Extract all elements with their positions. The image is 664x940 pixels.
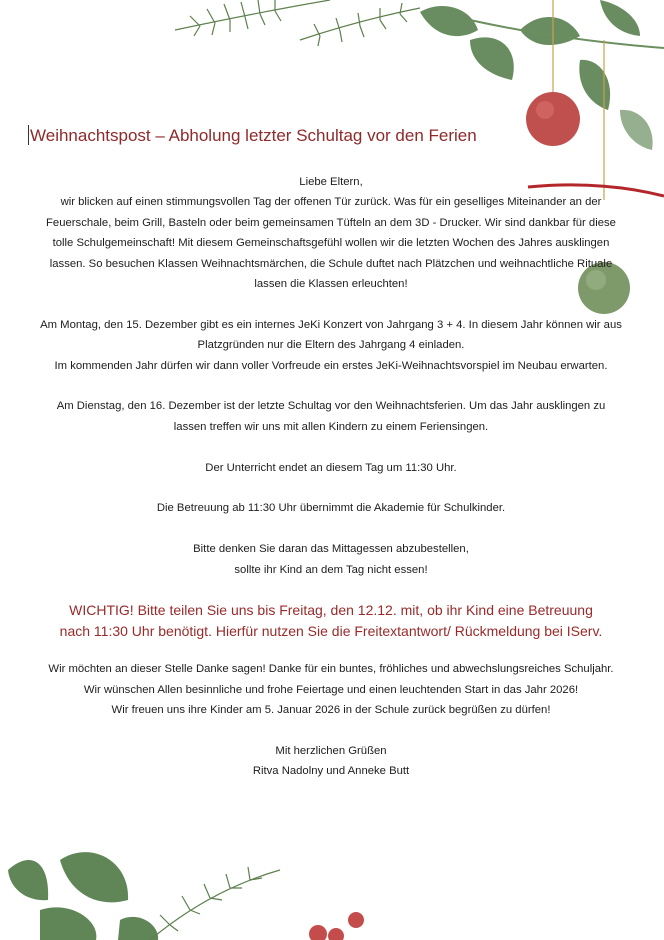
intro-line: wir blicken auf einen stimmungsvollen Tag der offenen Tür zurück. Was für ein geselliges Miteinander an der	[60, 196, 602, 209]
monday-line: Platzgründen nur die Eltern des Jahrgang 4 einladen.	[197, 339, 465, 352]
care-paragraph: Die Betreuung ab 11:30 Uhr übernimmt die Akademie für Schulkinder.	[156, 502, 506, 515]
thanks-paragraph	[18, 659, 644, 720]
tuesday-paragraph	[18, 396, 644, 437]
monday-line: Im kommenden Jahr dürfen wir dann voller Vorfreude ein erstes JeKi-Weihnachtsvorspiel im Neubau erwarten.	[54, 359, 608, 372]
closing	[18, 741, 644, 782]
intro-line: Feuerschale, beim Grill, Basteln oder beim gemeinsamen Tüfteln an dem 3D - Drucker. Wir sind dankbar für diese	[46, 216, 616, 229]
thanks-line: Wir freuen uns ihre Kinder am 5. Januar 2026 in der Schule zurück begrüßen zu dürfen!	[111, 704, 551, 717]
lunch-line: sollte ihr Kind an dem Tag nicht essen!	[234, 563, 428, 576]
intro-line: lassen. So besuchen Klassen Weihnachtsmärchen, die Schule duftet nach Plätzchen und weihnachtliche Rituale	[49, 257, 613, 270]
important-line: nach 11:30 Uhr benötigt. Hierfür nutzen Sie die Freitextantwort/ Rückmeldung bei IServ.	[59, 623, 603, 640]
text-cursor	[28, 125, 29, 145]
thanks-line: Wir wünschen Allen besinnliche und frohe Feiertage und einen leuchtenden Start in das Jahr 2026!	[83, 683, 579, 696]
tuesday-line: Am Dienstag, den 16. Dezember ist der letzte Schultag vor den Weihnachtsferien. Um das Jahr ausklingen zu	[56, 400, 606, 413]
lesson-end-paragraph: Der Unterricht endet an diesem Tag um 11:30 Uhr.	[205, 461, 457, 474]
greeting: Liebe Eltern,	[299, 176, 363, 188]
monday-line: Am Montag, den 15. Dezember gibt es ein internes JeKi Konzert von Jahrgang 3 + 4. In diesem Jahr können wir aus	[40, 318, 622, 331]
letter-body	[18, 172, 644, 782]
tuesday-line: lassen treffen wir uns mit allen Kindern zu einem Feriensingen.	[173, 420, 489, 433]
intro-line: lassen die Klassen erleuchten!	[254, 278, 408, 291]
signature: Ritva Nadolny und Anneke Butt	[252, 765, 410, 778]
holly-berries-icon	[0, 830, 420, 940]
important-notice	[18, 600, 644, 642]
closing-line: Mit herzlichen Grüßen	[275, 745, 387, 758]
lunch-line: Bitte denken Sie daran das Mittagessen abzubestellen,	[193, 543, 469, 556]
page-title	[28, 125, 628, 146]
monday-paragraph	[18, 315, 644, 376]
intro-line: tolle Schulgemeinschaft! Mit diesem Gemeinschaftsgefühl wollen wir die letzten Wochen des Jahres ausklingen	[52, 237, 610, 250]
thanks-line: Wir möchten an dieser Stelle Danke sagen! Danke für ein buntes, fröhliches und abwechslungsreiches Schuljahr.	[48, 663, 614, 676]
title-text: Weihnachtspost – Abholung letzter Schultag vor den Ferien	[30, 126, 477, 145]
important-line: WICHTIG! Bitte teilen Sie uns bis Freitag, den 12.12. mit, ob ihr Kind eine Betreuung	[69, 602, 593, 619]
lunch-paragraph	[18, 539, 644, 580]
intro-paragraph	[18, 192, 644, 294]
